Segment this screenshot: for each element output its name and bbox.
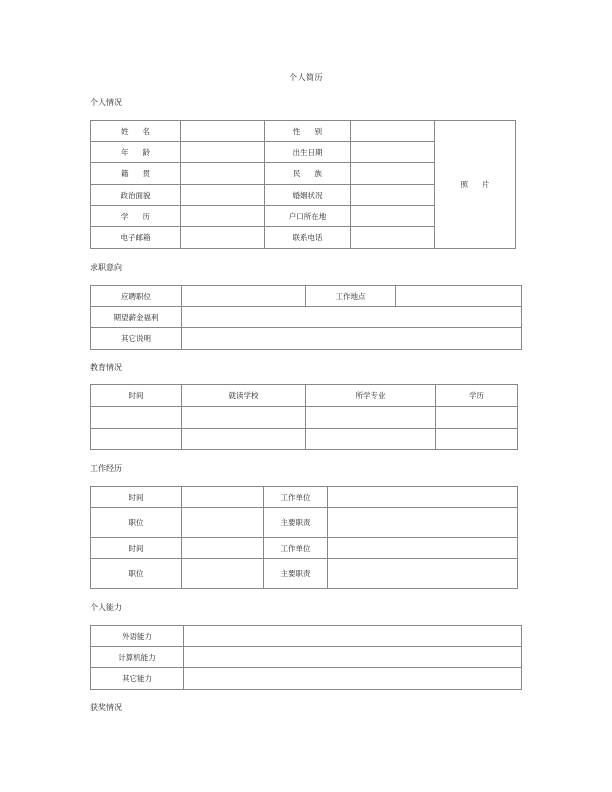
field-email[interactable]: [181, 227, 265, 249]
label-salary: 期望薪金福利: [91, 307, 182, 328]
field-work-role[interactable]: [182, 559, 264, 589]
field-age[interactable]: [181, 142, 265, 163]
field-ethnic[interactable]: [351, 163, 435, 185]
field-work-company[interactable]: [328, 538, 518, 559]
label-work-time: 时间: [91, 538, 182, 559]
section-awards-title: 获奖情况: [90, 703, 122, 712]
edu-cell[interactable]: [91, 407, 182, 429]
field-marital[interactable]: [351, 185, 435, 206]
label-degree: 学历: [91, 206, 181, 227]
edu-cell[interactable]: [436, 407, 518, 429]
label-position: 应聘职位: [91, 286, 182, 307]
field-work-time[interactable]: [182, 538, 264, 559]
field-language[interactable]: [184, 626, 522, 647]
field-ability-other[interactable]: [184, 668, 522, 690]
edu-cell[interactable]: [436, 429, 518, 450]
label-age: 年龄: [91, 142, 181, 163]
ability-table: [90, 625, 522, 690]
label-work-time: 时间: [91, 487, 182, 508]
label-email: 电子邮箱: [91, 227, 181, 249]
field-hukou[interactable]: [351, 206, 435, 227]
label-work-role: 职位: [91, 508, 182, 538]
header-edu-degree: 学历: [436, 385, 518, 407]
edu-cell[interactable]: [182, 407, 306, 429]
header-edu-time: 时间: [91, 385, 182, 407]
label-location: 工作地点: [306, 286, 396, 307]
section-personal-title: 个人情况: [90, 98, 122, 107]
field-position[interactable]: [182, 286, 306, 307]
label-native: 籍贯: [91, 163, 181, 185]
field-name[interactable]: [181, 121, 265, 142]
field-computer[interactable]: [184, 647, 522, 668]
header-edu-school: 就读学校: [182, 385, 306, 407]
label-intent-other: 其它说明: [91, 328, 182, 350]
label-work-company: 工作单位: [264, 487, 328, 508]
edu-cell[interactable]: [91, 429, 182, 450]
field-degree[interactable]: [181, 206, 265, 227]
edu-cell[interactable]: [182, 429, 306, 450]
label-ethnic: 民族: [265, 163, 351, 185]
page-title: 个人简历: [289, 73, 323, 82]
label-work-role: 职位: [91, 559, 182, 589]
section-work-title: 工作经历: [90, 464, 122, 473]
label-work-duty: 主要职责: [264, 559, 328, 589]
label-phone: 联系电话: [265, 227, 351, 249]
field-work-company[interactable]: [328, 487, 518, 508]
personal-info-table: [90, 120, 516, 249]
field-political[interactable]: [181, 185, 265, 206]
label-birth: 出生日期: [265, 142, 351, 163]
photo-cell[interactable]: 照片: [435, 121, 516, 249]
label-marital: 婚姻状况: [265, 185, 351, 206]
field-work-time[interactable]: [182, 487, 264, 508]
field-work-role[interactable]: [182, 508, 264, 538]
work-table: [90, 486, 518, 589]
field-work-duty[interactable]: [328, 559, 518, 589]
field-salary[interactable]: [182, 307, 522, 328]
label-hukou: 户口所在地: [265, 206, 351, 227]
field-intent-other[interactable]: [182, 328, 522, 350]
label-computer: 计算机能力: [91, 647, 184, 668]
label-gender: 性别: [265, 121, 351, 142]
label-work-duty: 主要职责: [264, 508, 328, 538]
field-phone[interactable]: [351, 227, 435, 249]
education-table: [90, 384, 518, 450]
section-intent-title: 求职意向: [90, 263, 122, 272]
label-work-company: 工作单位: [264, 538, 328, 559]
field-native[interactable]: [181, 163, 265, 185]
edu-cell[interactable]: [306, 429, 436, 450]
label-language: 外语能力: [91, 626, 184, 647]
header-edu-major: 所学专业: [306, 385, 436, 407]
label-name: 姓名: [91, 121, 181, 142]
section-education-title: 教育情况: [90, 363, 122, 372]
label-ability-other: 其它能力: [91, 668, 184, 690]
field-birth[interactable]: [351, 142, 435, 163]
section-ability-title: 个人能力: [90, 603, 122, 612]
field-location[interactable]: [396, 286, 522, 307]
edu-cell[interactable]: [306, 407, 436, 429]
intent-table: [90, 285, 522, 350]
field-work-duty[interactable]: [328, 508, 518, 538]
field-gender[interactable]: [351, 121, 435, 142]
label-political: 政治面貌: [91, 185, 181, 206]
